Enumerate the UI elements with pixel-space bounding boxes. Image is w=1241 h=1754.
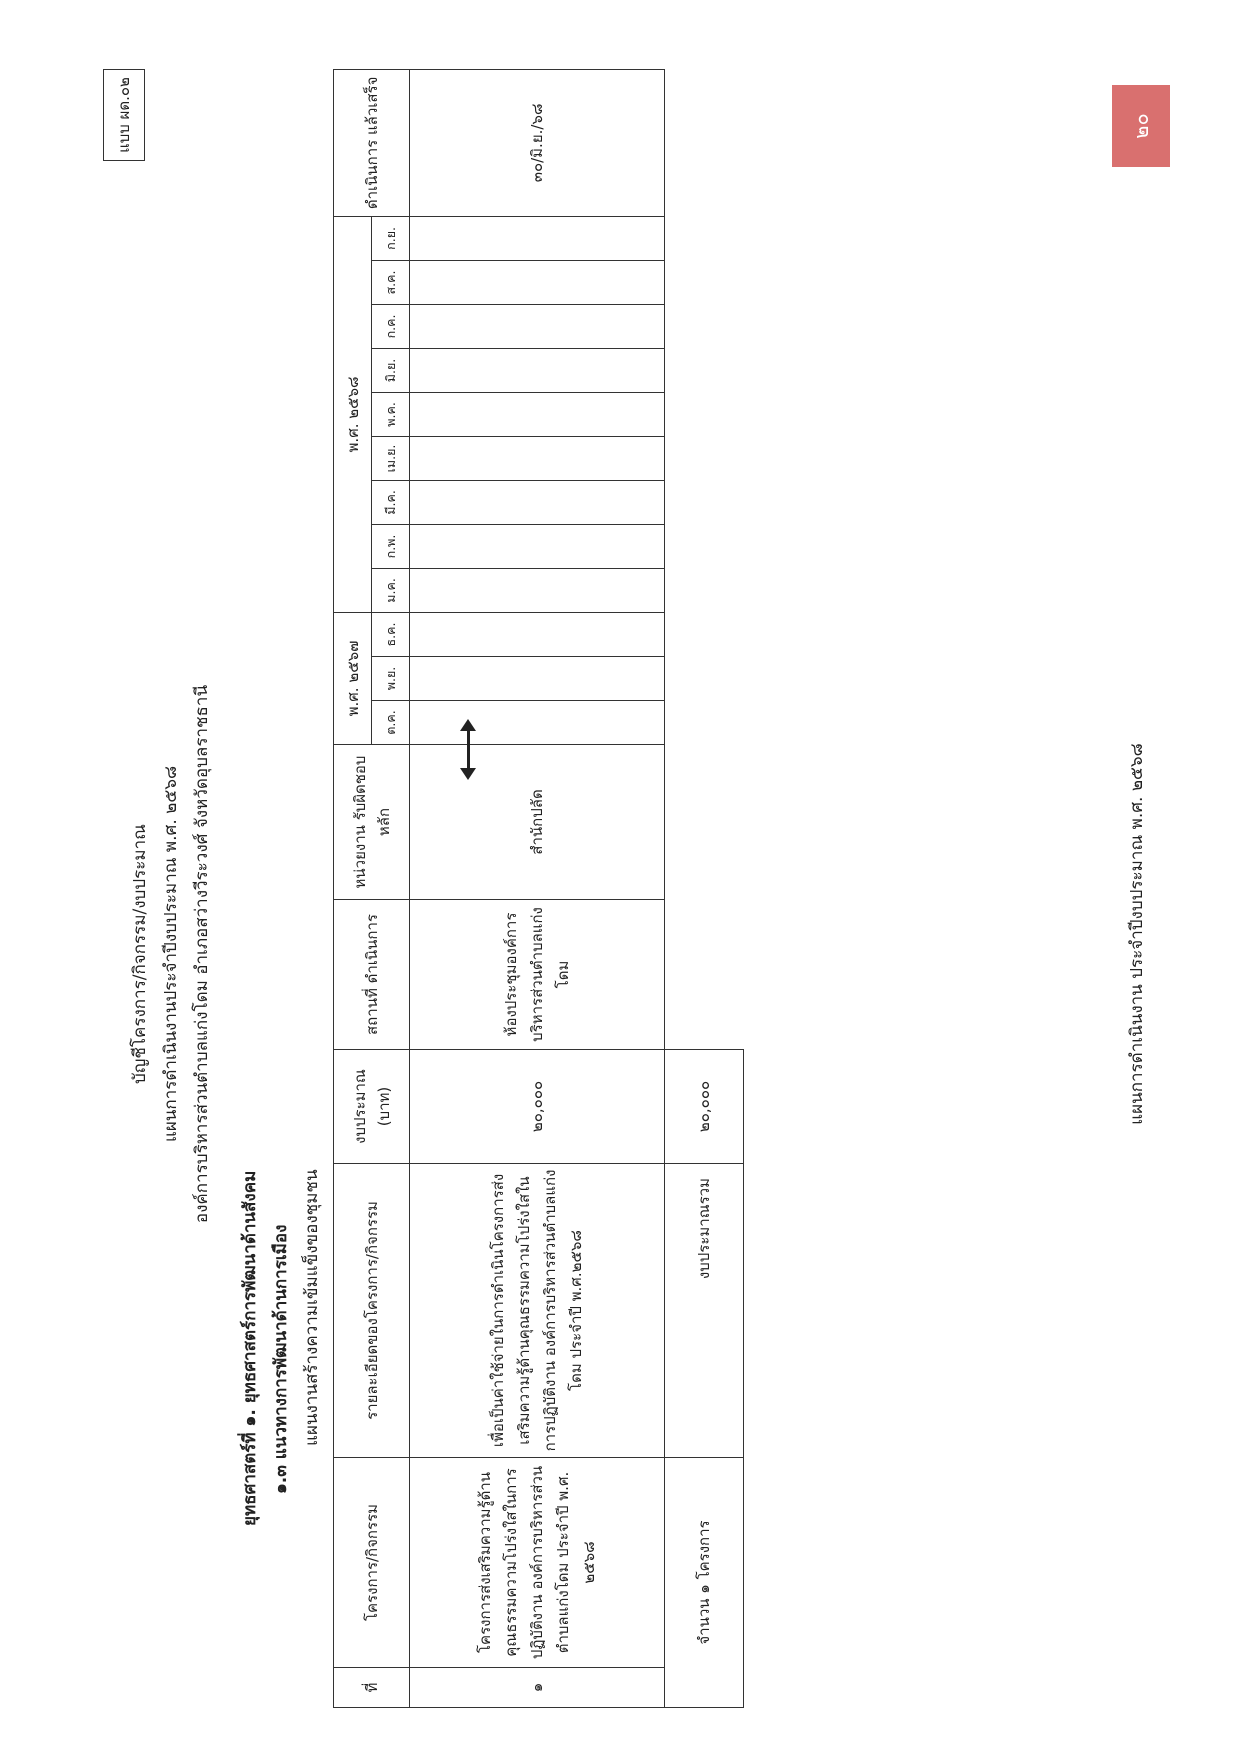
title-line: องค์การบริหารส่วนตำบลแก่งโดม อำเภอสว่างวีระวงศ์ จังหวัดอุบลราชธานี: [192, 684, 212, 1224]
summary-total-label: งบประมาณรวม: [665, 1164, 744, 1458]
form-code-box: แบบ ผด.๐๒: [103, 69, 145, 161]
month-may: พ.ค.: [372, 392, 410, 436]
header-unit: หน่วยงาน รับผิดชอบหลัก: [334, 745, 410, 900]
guideline-title: ๑.๓ แนวทางการพัฒนาด้านการเมือง: [271, 1224, 291, 1494]
header-year-2567: พ.ศ. ๒๕๖๗: [334, 612, 372, 744]
row-completed: ๓๐/มิ.ย./๖๘: [410, 69, 665, 216]
row-budget: ๒๐,๐๐๐: [410, 1050, 665, 1164]
month-cell: [410, 568, 665, 612]
month-cell: [410, 260, 665, 304]
month-cell: [410, 436, 665, 480]
month-jan: ม.ค.: [372, 568, 410, 612]
month-cell: [410, 657, 665, 701]
month-jul: ก.ค.: [372, 304, 410, 348]
month-sep: ก.ย.: [372, 216, 410, 260]
work-plan-title: แผนงานสร้างความเข้มแข็งของชุมชน: [302, 1169, 322, 1446]
header-project: โครงการ/กิจกรรม: [334, 1458, 410, 1668]
row-project: โครงการส่งเสริมความรู้ด้านคุณธรรมความโปร่งใสในการปฏิบัติงาน องค์การบริหารส่วนตำบลแก่งโดม ประจำปี พ.ศ. ๒๕๖๘: [410, 1458, 665, 1668]
strategy-block: [235, 966, 328, 1526]
month-apr: เม.ย.: [372, 436, 410, 480]
month-cell-active: [410, 348, 665, 392]
row-no: ๑: [410, 1668, 665, 1708]
month-cell: [410, 701, 665, 745]
month-nov: พ.ย.: [372, 657, 410, 701]
month-cell: [410, 524, 665, 568]
plan-table: [333, 69, 744, 1708]
header-no: ที่: [334, 1668, 410, 1708]
summary-total-value: ๒๐,๐๐๐: [665, 1050, 744, 1164]
month-mar: มี.ค.: [372, 480, 410, 524]
header-budget: งบประมาณ (บาท): [334, 1050, 410, 1164]
month-cell: [410, 216, 665, 260]
month-feb: ก.พ.: [372, 524, 410, 568]
page-number-badge: ๒๐: [1112, 85, 1170, 167]
header-details: รายละเอียดของโครงการ/กิจกรรม: [334, 1164, 410, 1458]
document-titles: [125, 454, 218, 1454]
row-place: ห้องประชุมองค์การบริหารส่วนตำบลแก่งโดม: [410, 900, 665, 1050]
row-details: เพื่อเป็นค่าใช้จ่ายในการดำเนินโครงการส่งเสริมความรู้ด้านคุณธรรมความโปร่งใสในการปฏิบัติงาน องค์การบริหารส่วนตำบลแก่งโดม ประจำปี พ.ศ.๒๕๖๘: [410, 1164, 665, 1458]
month-jun: มิ.ย.: [372, 348, 410, 392]
row-unit: สำนักปลัด: [410, 745, 665, 900]
month-dec: ธ.ค.: [372, 612, 410, 656]
title-line: บัญชีโครงการ/กิจกรรม/งบประมาณ: [130, 824, 150, 1084]
month-aug: ส.ค.: [372, 260, 410, 304]
month-oct: ต.ค.: [372, 701, 410, 745]
summary-row: [665, 69, 744, 1707]
month-cell: [410, 480, 665, 524]
strategy-title: ยุทธศาสตร์ที่ ๑. ยุทธศาสตร์การพัฒนาด้านสังคม: [240, 1170, 260, 1526]
page-footer: แผนการดำเนินงาน ประจำปีงบประมาณ พ.ศ. ๒๕๖๘: [1127, 743, 1147, 1125]
table-row: [410, 69, 665, 1707]
month-cell: [410, 612, 665, 656]
header-completed: ดำเนินการ แล้วเสร็จ: [334, 69, 410, 216]
header-year-2568: พ.ศ. ๒๕๖๘: [334, 216, 372, 612]
month-cell: [410, 304, 665, 348]
month-cell: [410, 392, 665, 436]
title-line: แผนการดำเนินงานประจำปีงบประมาณ พ.ศ. ๒๕๖๘: [161, 765, 181, 1143]
header-place: สถานที่ ดำเนินการ: [334, 900, 410, 1050]
summary-count: จำนวน ๑ โครงการ: [665, 1458, 744, 1708]
